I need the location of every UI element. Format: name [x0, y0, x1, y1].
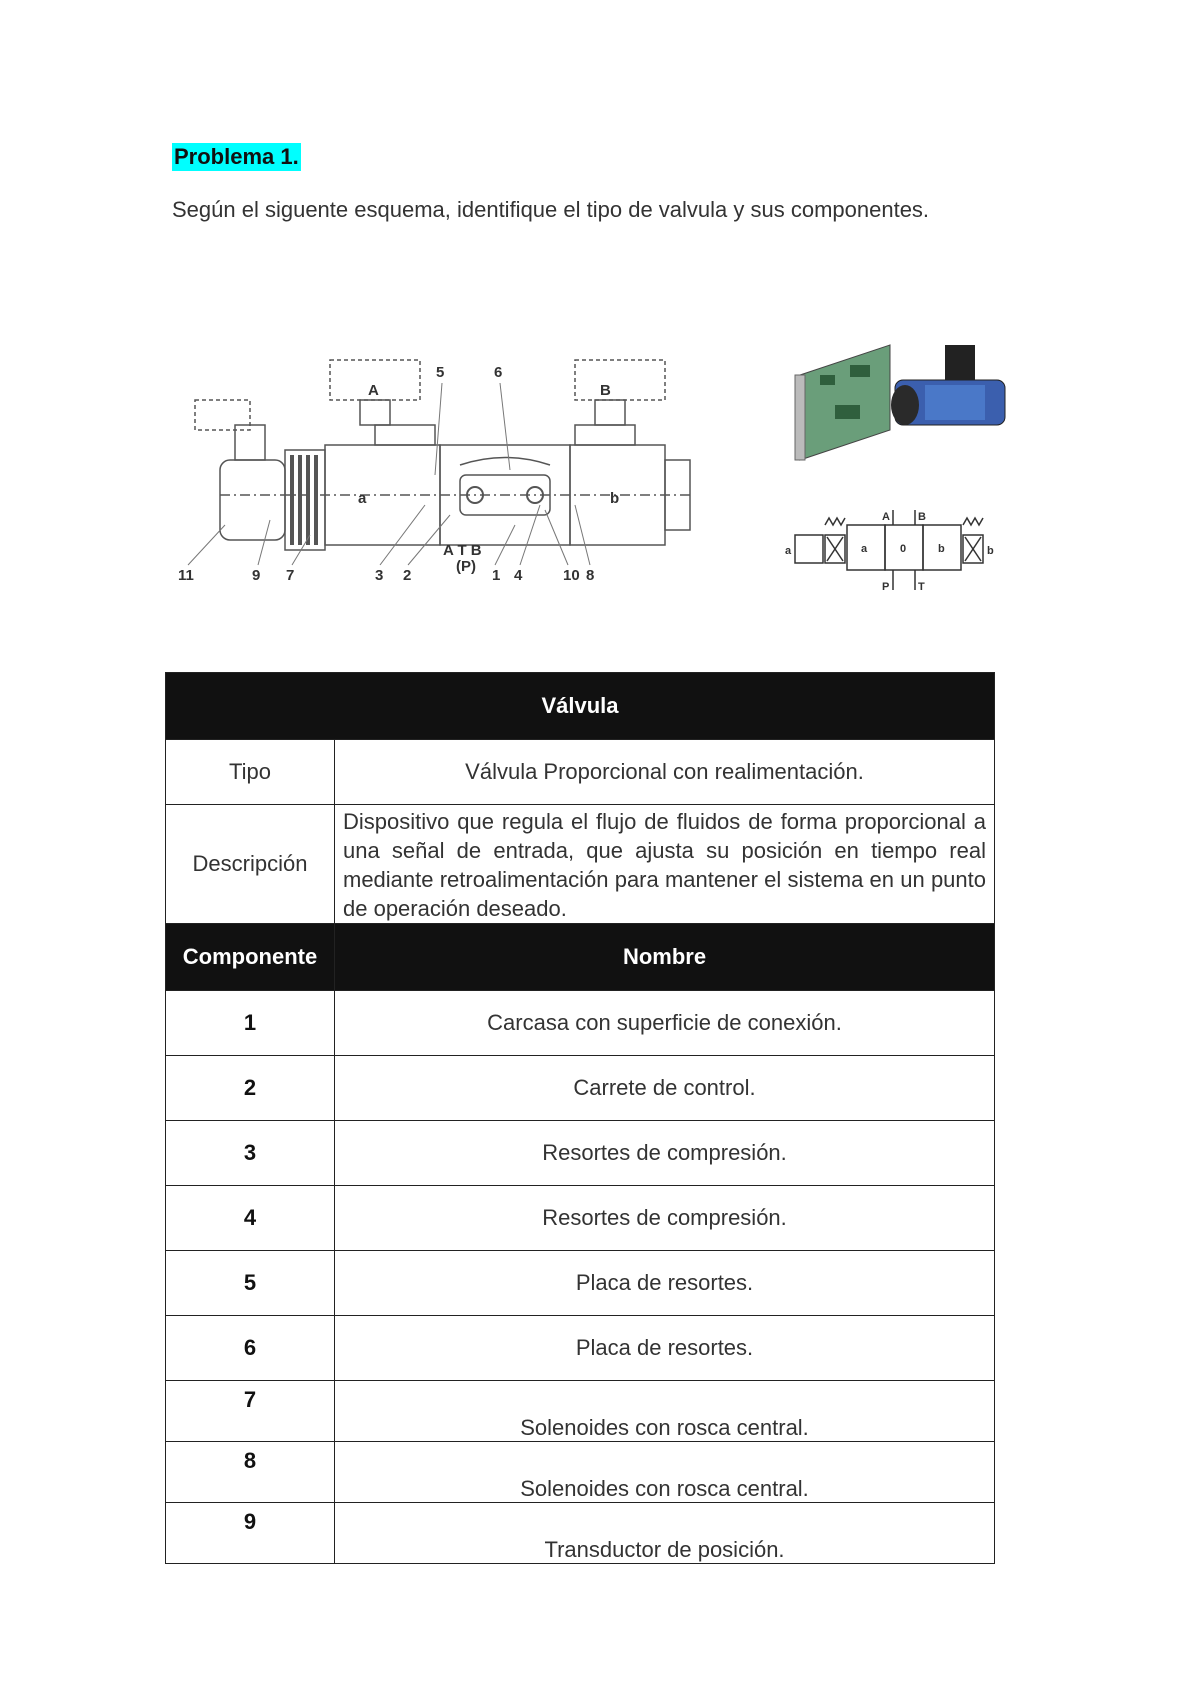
callout-8: 8 [586, 567, 595, 584]
solenoid-a-label: a [358, 490, 367, 507]
problem-title: Problema 1. [174, 144, 299, 169]
hydraulic-symbol [785, 510, 1020, 595]
component-name: Transductor de posición. [335, 1503, 995, 1564]
component-name: Solenoides con rosca central. [335, 1381, 995, 1442]
problem-statement: Según el siguente esquema, identifique el tipo de valvula y sus componentes. [172, 197, 930, 222]
table-row [166, 1503, 995, 1564]
symbol-port-a: A [882, 511, 890, 523]
component-number: 3 [166, 1121, 335, 1186]
table-row [166, 1251, 995, 1316]
callout-1: 1 [492, 567, 501, 584]
descripcion-label: Descripción [166, 805, 335, 924]
table-row [166, 1186, 995, 1251]
symbol-box-b: b [938, 543, 945, 555]
callout-9: 9 [252, 567, 261, 584]
callout-p: (P) [456, 558, 476, 575]
col-header-component: Componente [166, 924, 335, 991]
component-number: 8 [166, 1442, 335, 1503]
component-number: 7 [166, 1381, 335, 1442]
table-row [166, 1381, 995, 1442]
callout-2: 2 [403, 567, 412, 584]
component-name: Placa de resortes. [335, 1251, 995, 1316]
component-number: 2 [166, 1056, 335, 1121]
callout-3: 3 [375, 567, 384, 584]
table-row [166, 1056, 995, 1121]
callout-10: 10 [563, 567, 580, 584]
symbol-box-0: 0 [900, 543, 907, 555]
component-number: 9 [166, 1503, 335, 1564]
callout-11: 11 [178, 567, 194, 584]
component-number: 1 [166, 991, 335, 1056]
symbol-port-t: T [918, 581, 925, 593]
table-row [166, 1121, 995, 1186]
descripcion-value: Dispositivo que regula el flujo de fluidos de forma proporcional a una señal de entrada, que ajusta su posición en tiempo real mediante retroalimentación para mantener el sistema en un punto de operación deseado. [335, 805, 995, 924]
symbol-a-label: a [785, 545, 792, 557]
component-name: Carrete de control. [335, 1056, 995, 1121]
table-row [166, 1442, 995, 1503]
solenoid-b-label: b [610, 490, 620, 507]
port-b-label: B [600, 382, 611, 399]
callout-7: 7 [286, 567, 295, 584]
component-number: 5 [166, 1251, 335, 1316]
col-header-name: Nombre [335, 924, 995, 991]
callout-4: 4 [514, 567, 523, 584]
component-number: 6 [166, 1316, 335, 1381]
symbol-port-p: P [882, 581, 890, 593]
component-number: 4 [166, 1186, 335, 1251]
component-name: Resortes de compresión. [335, 1186, 995, 1251]
callout-5: 5 [436, 364, 445, 381]
component-name: Placa de resortes. [335, 1316, 995, 1381]
table-row [166, 991, 995, 1056]
symbol-b-label: b [987, 545, 994, 557]
tipo-label: Tipo [166, 740, 335, 805]
tipo-value: Válvula Proporcional con realimentación. [335, 740, 995, 805]
component-name: Solenoides con rosca central. [335, 1442, 995, 1503]
valve-table [165, 672, 995, 1564]
component-name: Carcasa con superficie de conexión. [335, 991, 995, 1056]
table-header-valve: Válvula [166, 673, 995, 740]
symbol-box-a: a [861, 543, 868, 555]
port-a-label: A [368, 382, 379, 399]
table-row [166, 1316, 995, 1381]
valve-photo [795, 335, 1015, 465]
callout-6: 6 [494, 364, 503, 381]
component-name: Resortes de compresión. [335, 1121, 995, 1186]
symbol-port-b: B [918, 511, 926, 523]
valve-section-drawing [180, 355, 710, 600]
callout-atb: A T B [443, 542, 482, 559]
